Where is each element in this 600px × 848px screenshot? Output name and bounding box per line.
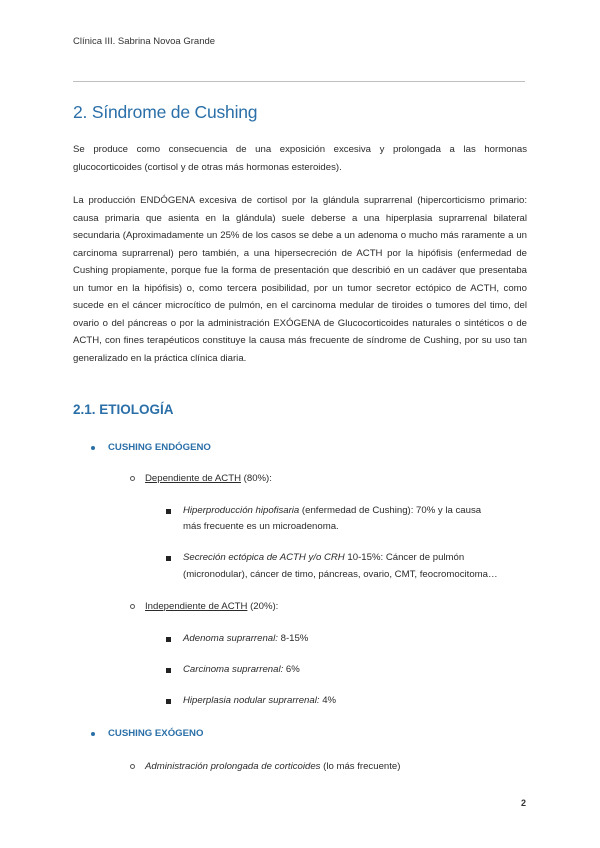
item-text: 4% (319, 695, 337, 706)
endogeno-heading: CUSHING ENDÓGENO (108, 442, 211, 453)
exogeno-heading: CUSHING EXÓGENO (108, 728, 204, 739)
item-emphasis: Hiperplasia nodular suprarrenal: (183, 695, 320, 706)
item-text: 8-15% (277, 633, 309, 644)
page-header: Clínica III. Sabrina Novoa Grande (73, 36, 216, 47)
dependiente-pct: (80%): (241, 473, 272, 484)
item-emphasis: Carcinoma suprarrenal: (183, 664, 284, 675)
production-paragraph: La producción ENDÓGENA excesiva de cortisol por la glándula suprarrenal (hipercorticismo primario: causa primaria que asienta en la glándula) suele deberse a una hiperplasia suprarrenal bilateral secundaria (Aproximadamente un 25% de los casos se debe a un adenoma o mucho más raramente a un carcinoma suprarrenal) pero también, a una hipersecreción de ACTH por la hipófisis (enfermedad de Cushing propiamente, porque fue la forma de presentación que describió en un cadáver que presentaba un tumor en la hipófisis) o, como tercera posibilidad, por un tumor secretor ectópico de ACTH, como sucede en el cáncer microcítico de pulmón, en el carcinoma medular de tiroides o tumores del timo, del ovario o del páncreas o por la administración EXÓGENA de Glucocorticoides naturales o sintéticos o de ACTH, con fines terapéuticos constituye la causa más frecuente de síndrome de Cushing, por su uso tan generalizado en la práctica clínica diaria. (73, 195, 527, 364)
item-emphasis: Administración prolongada de corticoides (145, 761, 321, 772)
list-item (183, 630, 308, 648)
subsection-title: 2.1. ETIOLOGÍA (73, 402, 174, 417)
list-bullet (91, 446, 95, 450)
list-bullet (130, 764, 135, 769)
list-item (183, 502, 528, 520)
item-text: 6% (283, 664, 300, 675)
list-item (183, 549, 528, 567)
list-item-continuation: (micronodular), cáncer de timo, páncreas, ovario, CMT, feocromocitoma… (183, 569, 498, 580)
list-item (145, 758, 400, 776)
header-divider (73, 81, 525, 82)
intro-paragraph: Se produce como consecuencia de una exposición excesiva y prolongada a las hormonas glucocorticoides (cortisol y de otras más hormonas esteroides). (73, 144, 527, 173)
list-bullet (91, 732, 95, 736)
list-item (183, 692, 336, 710)
item-text: (lo más frecuente) (320, 761, 401, 772)
dependiente-heading (145, 470, 272, 488)
list-bullet (166, 637, 171, 642)
list-bullet (130, 476, 135, 481)
list-bullet (166, 668, 171, 673)
independiente-heading (145, 598, 278, 616)
independiente-label: Independiente de ACTH (145, 601, 248, 612)
item-emphasis: Adenoma suprarrenal: (183, 633, 278, 644)
item-text: (enfermedad de Cushing): 70% y la causa (299, 505, 482, 516)
dependiente-label: Dependiente de ACTH (145, 473, 241, 484)
list-item-continuation: más frecuente es un microadenoma. (183, 521, 339, 532)
list-bullet (130, 604, 135, 609)
item-text: 10-15%: Cáncer de pulmón (344, 552, 465, 563)
page-number: 2 (521, 798, 527, 808)
section-title: 2. Síndrome de Cushing (73, 102, 258, 122)
list-item (183, 661, 300, 679)
list-bullet (166, 556, 171, 561)
independiente-pct: (20%): (247, 601, 279, 612)
item-emphasis: Secreción ectópica de ACTH y/o CRH (183, 552, 345, 563)
list-bullet (166, 699, 171, 704)
list-bullet (166, 509, 171, 514)
item-emphasis: Hiperproducción hipofisaria (183, 505, 300, 516)
